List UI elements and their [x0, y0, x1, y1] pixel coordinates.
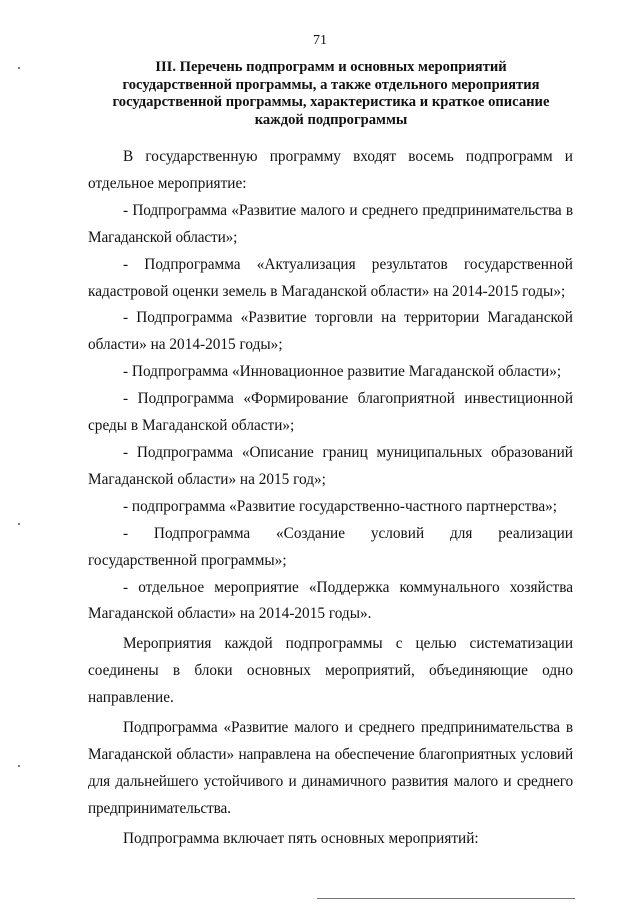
body-text: [88, 144, 573, 853]
closing-paragraph: Подпрограмма включает пять основных мероприятий:: [123, 829, 479, 847]
section-heading-line: государственной программы, а также отдельного мероприятия: [122, 76, 540, 93]
list-item-subprogram-small-business: - Подпрограмма «Развитие малого и среднего предпринимательства в Магаданской области»;: [88, 201, 573, 246]
small-business-paragraph: Подпрограмма «Развитие малого и среднего предпринимательства в Магаданской области» направлена на обеспечение благоприятных условий для дальнейшего устойчивого и динамичного развития малого и среднего предпринимательства.: [88, 719, 573, 817]
list-item-subprogram-municipal-borders: - Подпрограмма «Описание границ муниципальных образований Магаданской области» на 2015 год»;: [88, 443, 573, 488]
blocks-paragraph: Мероприятия каждой подпрограммы с целью систематизации соединены в блоки основных мероприятий, объединяющие одно направление.: [88, 635, 573, 707]
footer-rule: [317, 898, 575, 899]
section-heading-line: государственной программы, характеристика и краткое описание: [112, 94, 550, 110]
section-heading-line: каждой подпрограммы: [254, 111, 408, 128]
scan-mark: [18, 765, 20, 767]
section-heading-line: III. Перечень подпрограмм и основных мероприятий: [155, 59, 507, 75]
list-item-subprogram-innovation: - Подпрограмма «Инновационное развитие Магаданской области»;: [123, 363, 562, 381]
list-item-separate-measure: - отдельное мероприятие «Поддержка коммунального хозяйства Магаданской области» на 2014-2015 годы».: [88, 578, 573, 623]
list-item-subprogram-ppp: - подпрограмма «Развитие государственно-частного партнерства»;: [123, 497, 558, 515]
list-item-subprogram-trade: - Подпрограмма «Развитие торговли на территории Магаданской области» на 2014-2015 годы»;: [88, 309, 573, 354]
list-item-subprogram-implementation: - Подпрограмма «Создание условий для реализации государственной программы»;: [88, 524, 573, 569]
intro-paragraph: В государственную программу входят восемь подпрограмм и отдельное мероприятие:: [88, 148, 573, 192]
scan-mark: [18, 523, 20, 525]
page-number: 71: [313, 33, 327, 48]
list-item-subprogram-cadastral-valuation: - Подпрограмма «Актуализация результатов государственной кадастровой оценки земель в Магаданской области» на 2014-2015 годы»;: [88, 255, 573, 300]
scan-mark: [18, 67, 20, 69]
section-heading: [88, 59, 574, 129]
list-item-subprogram-investment: - Подпрограмма «Формирование благоприятной инвестиционной среды в Магаданской области»;: [88, 390, 573, 435]
